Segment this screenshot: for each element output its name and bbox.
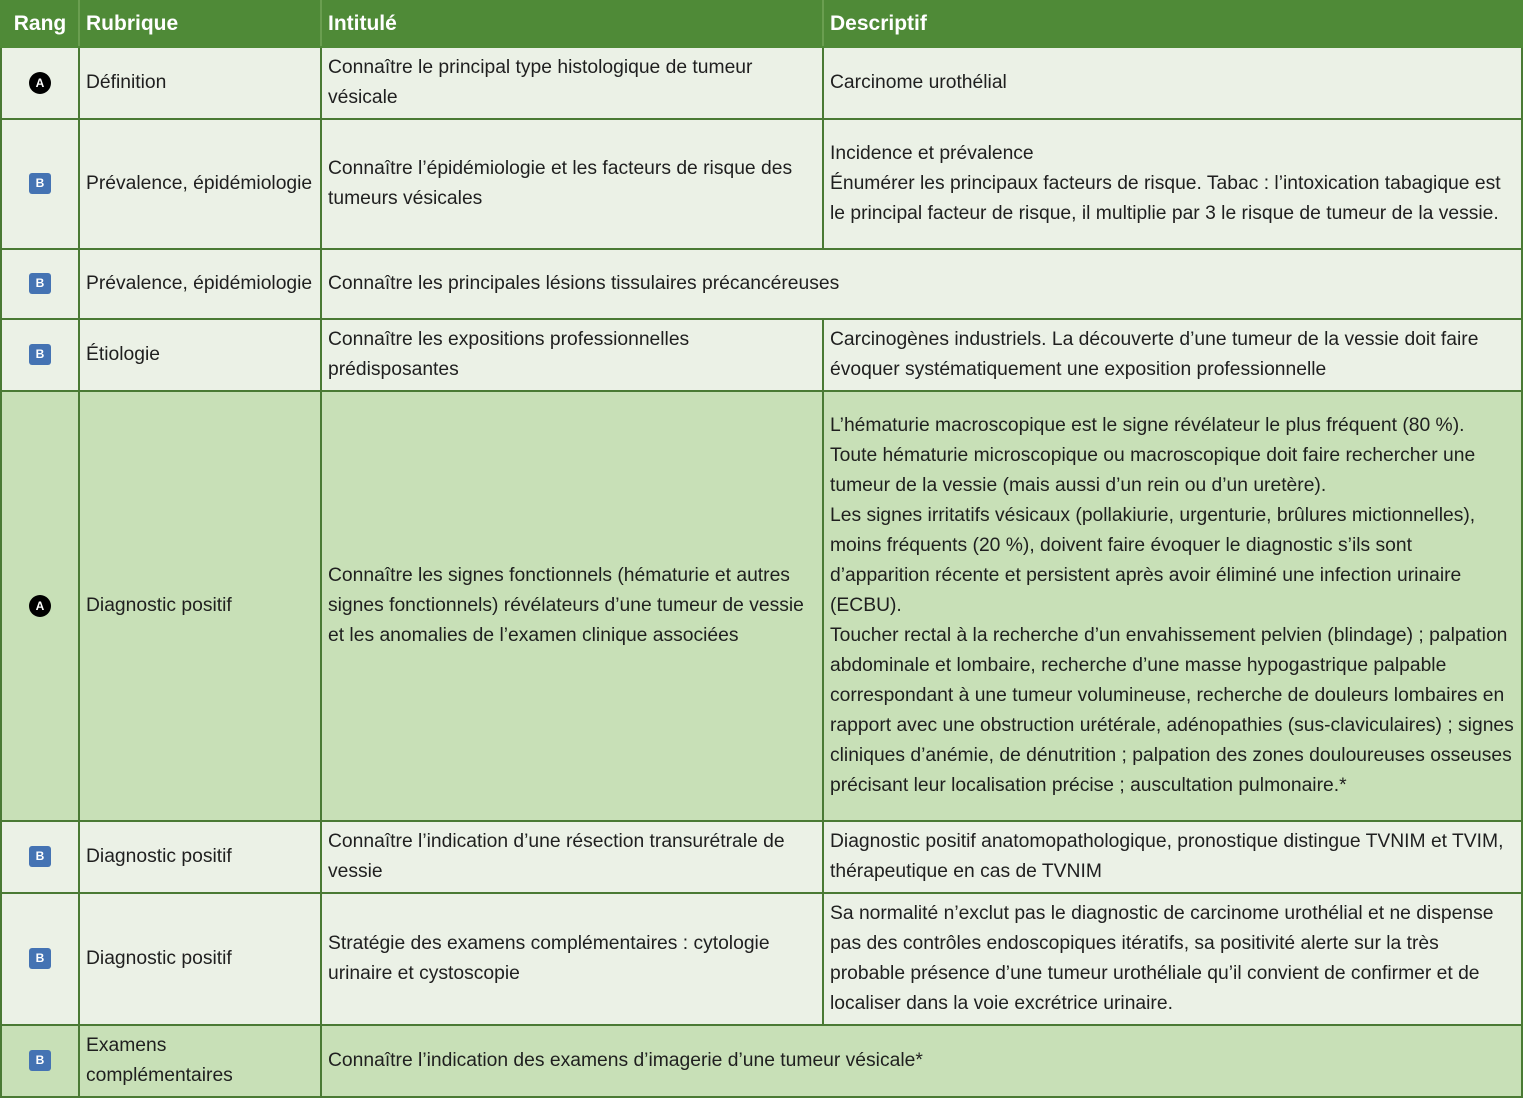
- intitule-cell: Connaître l’indication des examens d’imagerie d’une tumeur vésicale*: [321, 1025, 1522, 1097]
- descriptif-cell: [823, 893, 1522, 1025]
- table-row: [1, 821, 1522, 893]
- rang-cell: [1, 391, 79, 821]
- rubrique-cell: Prévalence, épidémiologie: [79, 119, 321, 249]
- descriptif-paragraph: Sa normalité n’exclut pas le diagnostic de carcinome urothélial et ne dispense pas des contrôles endoscopiques itératifs, sa positivité alerte sur la très probable présence d’une tumeur urothéliale qu’il convient de confirmer et de localiser dans la voie excrétrice urinaire.: [830, 903, 1494, 1014]
- rank-a-badge-icon: A: [29, 72, 51, 94]
- table-row: [1, 319, 1522, 391]
- table-header-row: [1, 1, 1522, 47]
- rang-cell: [1, 1025, 79, 1097]
- descriptif-paragraph: Énumérer les principaux facteurs de risque. Tabac : l’intoxication tabagique est le principal facteur de risque, il multiplie par 3 le risque de tumeur de la vessie.: [830, 173, 1501, 224]
- rang-cell: [1, 821, 79, 893]
- rubrique-cell: Étiologie: [79, 319, 321, 391]
- descriptif-cell: [823, 821, 1522, 893]
- table-row: [1, 47, 1522, 119]
- intitule-cell: Connaître les principales lésions tissulaires précancéreuses: [321, 249, 1522, 319]
- descriptif-cell: [823, 391, 1522, 821]
- intitule-cell: Stratégie des examens complémentaires : cytologie urinaire et cystoscopie: [321, 893, 823, 1025]
- descriptif-paragraph: Toucher rectal à la recherche d’un envahissement pelvien (blindage) ; palpation abdominale et lombaire, recherche d’une masse hypogastrique palpable correspondant à une tumeur volumineuse, recherche de douleurs lombaires en rapport avec une obstruction urétérale, adénopathies (sus-claviculaires) ; signes cliniques d’anémie, de dénutrition ; palpation des zones douloureuses osseuses précisant leur localisation précise ; auscultation pulmonaire.*: [830, 625, 1514, 796]
- rubrique-cell: Diagnostic positif: [79, 821, 321, 893]
- header-descriptif: Descriptif: [823, 1, 1522, 47]
- rubrique-cell: Diagnostic positif: [79, 391, 321, 821]
- intitule-cell: Connaître l’indication d’une résection transurétrale de vessie: [321, 821, 823, 893]
- table-row: [1, 893, 1522, 1025]
- descriptif-cell: [823, 47, 1522, 119]
- table-row: [1, 249, 1522, 319]
- table-row: [1, 391, 1522, 821]
- descriptif-paragraph: L’hématurie macroscopique est le signe révélateur le plus fréquent (80 %). Toute hématurie microscopique ou macroscopique doit faire rechercher une tumeur de la vessie (mais aussi d’un rein ou d’un uretère).: [830, 415, 1476, 496]
- header-rang: Rang: [1, 1, 79, 47]
- rank-b-badge-icon: B: [29, 344, 51, 365]
- rubrique-cell: Diagnostic positif: [79, 893, 321, 1025]
- rang-cell: [1, 319, 79, 391]
- descriptif-paragraph: Incidence et prévalence: [830, 143, 1034, 164]
- intitule-cell: Connaître l’épidémiologie et les facteurs de risque des tumeurs vésicales: [321, 119, 823, 249]
- table-row: [1, 1025, 1522, 1097]
- descriptif-cell: [823, 319, 1522, 391]
- rank-b-badge-icon: B: [29, 948, 51, 969]
- header-rubrique: Rubrique: [79, 1, 321, 47]
- rubrique-cell: Définition: [79, 47, 321, 119]
- rank-b-badge-icon: B: [29, 173, 51, 194]
- descriptif-cell: [823, 119, 1522, 249]
- intitule-cell: Connaître les signes fonctionnels (hématurie et autres signes fonctionnels) révélateurs d’une tumeur de vessie et les anomalies de l’examen clinique associées: [321, 391, 823, 821]
- descriptif-paragraph: Carcinome urothélial: [830, 72, 1007, 93]
- table-row: [1, 119, 1522, 249]
- table-body: [1, 47, 1522, 1097]
- descriptif-paragraph: Les signes irritatifs vésicaux (pollakiurie, urgenturie, brûlures mictionnelles), moins fréquents (20 %), doivent faire évoquer le diagnostic s’ils sont d’apparition récente et persistent après avoir éliminé une infection urinaire (ECBU).: [830, 505, 1476, 616]
- descriptif-paragraph: Diagnostic positif anatomopathologique, pronostique distingue TVNIM et TVIM, thérapeutique en cas de TVNIM: [830, 831, 1504, 882]
- intitule-cell: Connaître le principal type histologique de tumeur vésicale: [321, 47, 823, 119]
- rank-a-badge-icon: A: [29, 595, 51, 617]
- rang-cell: [1, 249, 79, 319]
- rubrique-cell: Examens complémentaires: [79, 1025, 321, 1097]
- intitule-cell: Connaître les expositions professionnelles prédisposantes: [321, 319, 823, 391]
- rang-cell: [1, 47, 79, 119]
- rank-b-badge-icon: B: [29, 1050, 51, 1071]
- rang-cell: [1, 119, 79, 249]
- rang-cell: [1, 893, 79, 1025]
- header-intitule: Intitulé: [321, 1, 823, 47]
- descriptif-paragraph: Carcinogènes industriels. La découverte d’une tumeur de la vessie doit faire évoquer systématiquement une exposition professionnelle: [830, 329, 1479, 380]
- rank-b-badge-icon: B: [29, 846, 51, 867]
- rubrique-cell: Prévalence, épidémiologie: [79, 249, 321, 319]
- rank-b-badge-icon: B: [29, 273, 51, 294]
